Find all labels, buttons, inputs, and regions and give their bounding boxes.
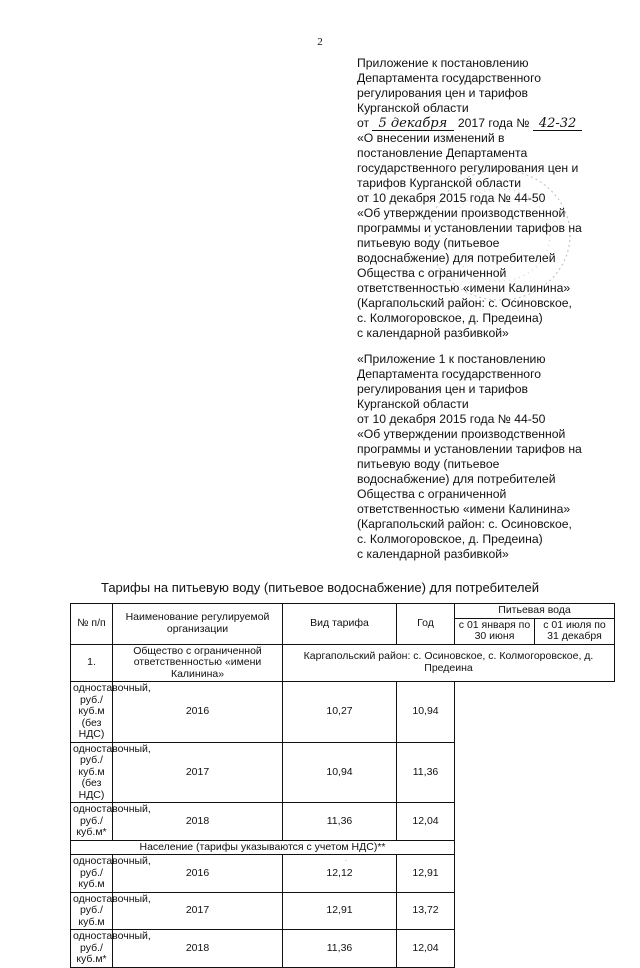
text-line: питьевую воду (питьевое bbox=[357, 236, 500, 250]
page-number: 2 bbox=[317, 36, 323, 48]
text-line: регулирования цен и тарифов bbox=[357, 382, 528, 396]
text-line: с. Колмогоровское, д. Предеина) bbox=[357, 532, 543, 546]
cell-p1: 12,91 bbox=[283, 892, 397, 930]
cell-p1: 12,12 bbox=[283, 855, 397, 893]
header-num: № п/п bbox=[71, 604, 113, 645]
table-title: Тарифы на питьевую воду (питьевое водоснабжение) для потребителей bbox=[100, 580, 540, 595]
text-line: (Каргапольский район: с. Осиновское, bbox=[357, 517, 572, 531]
row-number: 1. bbox=[71, 644, 113, 682]
text-line: государственного регулирования цен и bbox=[357, 161, 579, 175]
cell-p2: 10,94 bbox=[397, 682, 455, 743]
header-year: Год bbox=[397, 604, 455, 645]
cell-p1: 10,27 bbox=[283, 682, 397, 743]
scan-mark: · bbox=[345, 858, 347, 864]
cell-year: 2017 bbox=[113, 742, 283, 803]
cell-p2: 12,91 bbox=[397, 855, 455, 893]
text-line: Департамента государственного bbox=[357, 367, 542, 381]
text-line: Департамента государственного bbox=[357, 71, 542, 85]
organization-name: Общество с ограниченной ответственностью «имени Калинина» bbox=[113, 644, 283, 682]
cell-type: одноставочный, руб./куб.м (без НДС) bbox=[71, 682, 113, 743]
text-line: от 10 декабря 2015 года № 44-50 bbox=[357, 191, 546, 205]
cell-year: 2018 bbox=[113, 930, 283, 968]
text-line: «Об утверждении производственной bbox=[357, 206, 566, 220]
cell-p2: 12,04 bbox=[397, 930, 455, 968]
header-water: Питьевая вода bbox=[455, 604, 615, 619]
text-line: постановление Департамента bbox=[357, 146, 528, 160]
table-row bbox=[71, 682, 615, 743]
text-line: водоснабжение) для потребителей bbox=[357, 472, 556, 486]
text-line: Курганской области bbox=[357, 397, 469, 411]
appendix-1-header bbox=[357, 352, 617, 562]
cell-type: одноставочный, руб./куб.м bbox=[71, 892, 113, 930]
header-org: Наименование регулируемой организации bbox=[113, 604, 283, 645]
table-row bbox=[71, 930, 615, 968]
table-row bbox=[71, 855, 615, 893]
cell-year: 2018 bbox=[113, 803, 283, 841]
text-line: «Об утверждении производственной bbox=[357, 427, 566, 441]
text-line: водоснабжение) для потребителей bbox=[357, 251, 556, 265]
cell-p2: 12,04 bbox=[397, 803, 455, 841]
cell-p1: 11,36 bbox=[283, 803, 397, 841]
text-line: Общества с ограниченной bbox=[357, 266, 507, 280]
appendix-header bbox=[357, 56, 617, 341]
cell-type: одноставочный, руб./куб.м* bbox=[71, 930, 113, 968]
handwritten-date: 5 декабря bbox=[372, 117, 454, 131]
text-line: от 10 декабря 2015 года № 44-50 bbox=[357, 412, 546, 426]
text-line: «О внесении изменений в bbox=[357, 131, 505, 145]
text-line: ответственностью «имени Калинина» bbox=[357, 502, 571, 516]
text-line: программы и установлении тарифов на bbox=[357, 442, 582, 456]
text-line: с календарной разбивкой» bbox=[357, 547, 509, 561]
cell-p1: 11,36 bbox=[283, 930, 397, 968]
header-period2: с 01 июля по 31 декабря bbox=[535, 618, 615, 644]
table-row bbox=[71, 892, 615, 930]
handwritten-number: 42-32 bbox=[533, 117, 582, 131]
text-line: Курганской области bbox=[357, 101, 469, 115]
text-line: питьевую воду (питьевое bbox=[357, 457, 500, 471]
text-line: программы и установлении тарифов на bbox=[357, 221, 582, 235]
cell-type: одноставочный, руб./куб.м bbox=[71, 855, 113, 893]
cell-p2: 11,36 bbox=[397, 742, 455, 803]
region-row: Каргапольский район: с. Осиновское, с. Колмогоровское, д. Предеина bbox=[283, 644, 615, 682]
text-line: ответственностью «имени Калинина» bbox=[357, 281, 571, 295]
text-line: «Приложение 1 к постановлению bbox=[357, 352, 546, 366]
text-line: (Каргапольский район: с. Осиновское, bbox=[357, 296, 572, 310]
text-line: тарифов Курганской области bbox=[357, 176, 522, 190]
cell-p1: 10,94 bbox=[283, 742, 397, 803]
decree-date-line: от 5 декабря 2017 года № 42-32 bbox=[357, 116, 617, 131]
header-type: Вид тарифа bbox=[283, 604, 397, 645]
table-row bbox=[71, 803, 615, 841]
text-line: Приложение к постановлению bbox=[357, 56, 529, 70]
cell-type: одноставочный, руб./куб.м (без НДС) bbox=[71, 742, 113, 803]
text-line: с календарной разбивкой» bbox=[357, 326, 509, 340]
cell-type: одноставочный, руб./куб.м* bbox=[71, 803, 113, 841]
cell-year: 2017 bbox=[113, 892, 283, 930]
cell-year: 2016 bbox=[113, 682, 283, 743]
text-line: Общества с ограниченной bbox=[357, 487, 507, 501]
text-line: регулирования цен и тарифов bbox=[357, 86, 528, 100]
population-row: Население (тарифы указываются с учетом НДС)** bbox=[71, 840, 455, 855]
tariffs-table bbox=[70, 603, 615, 968]
table-row bbox=[71, 742, 615, 803]
cell-p2: 13,72 bbox=[397, 892, 455, 930]
text-line: с. Колмогоровское, д. Предеина) bbox=[357, 311, 543, 325]
header-period1: с 01 января по 30 июня bbox=[455, 618, 535, 644]
cell-year: 2016 bbox=[113, 855, 283, 893]
